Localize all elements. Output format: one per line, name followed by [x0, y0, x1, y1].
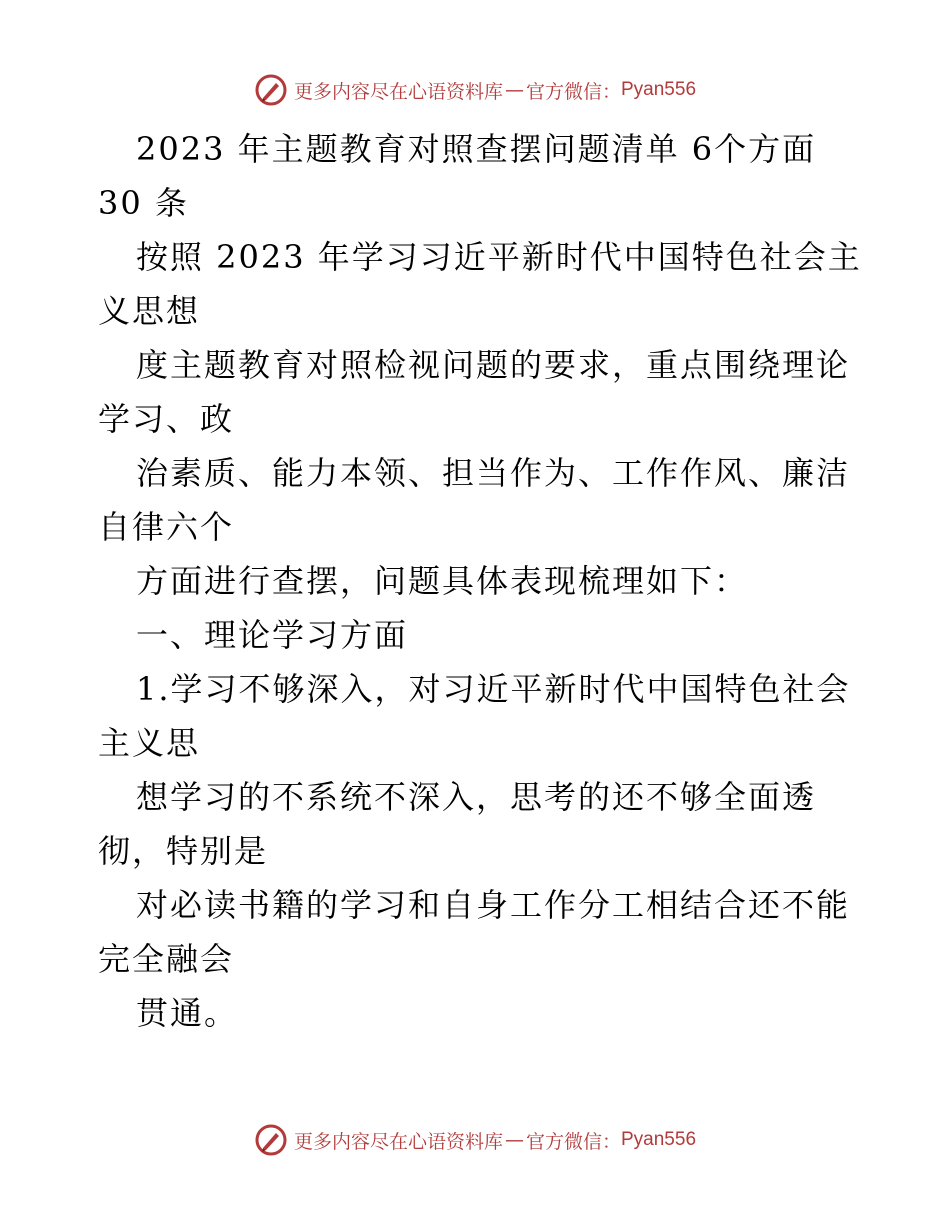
header-watermark: [0, 70, 950, 110]
watermark-separator: —: [504, 79, 524, 101]
doc-line: 1.学习不够深入，对习近平新时代中国特色社会: [136, 670, 851, 708]
watermark-wechat-label: 官方微信：: [525, 80, 621, 103]
doc-line: 彻，特别是: [98, 832, 269, 870]
watermark-wechat-label: 官方微信：: [525, 1130, 621, 1153]
watermark-wechat-id: Pyan556: [621, 1129, 697, 1150]
footer-watermark: [0, 1120, 950, 1160]
doc-line: 主义思: [98, 724, 201, 762]
watermark-text: 更多内容尽在心语资料库: [293, 1130, 503, 1153]
doc-line: 贯通。: [136, 994, 239, 1032]
doc-line: 2023 年主题教育对照查摆问题清单 6个方面: [136, 130, 817, 168]
doc-line: 治素质、能力本领、担当作为、工作作风、廉洁: [136, 454, 851, 492]
doc-line: 想学习的不系统不深入，思考的还不够全面透: [136, 778, 817, 816]
doc-line: 度主题教育对照检视问题的要求，重点围绕理论: [136, 346, 851, 384]
document-body: [98, 122, 862, 1040]
pen-logo-icon: [254, 73, 288, 107]
doc-line: 30 条: [98, 184, 189, 222]
doc-line: 义思想: [98, 292, 201, 330]
watermark-text: 更多内容尽在心语资料库: [293, 80, 503, 103]
doc-line: 对必读书籍的学习和自身工作分工相结合还不能: [136, 886, 851, 924]
doc-line: 方面进行查摆，问题具体表现梳理如下：: [136, 562, 749, 600]
doc-line: 完全融会: [98, 940, 235, 978]
pen-logo-icon: [254, 1123, 288, 1157]
doc-line: 按照 2023 年学习习近平新时代中国特色社会主: [136, 238, 862, 276]
watermark-wechat-id: Pyan556: [621, 79, 697, 100]
section-heading: 一、理论学习方面: [136, 616, 409, 654]
doc-line: 学习、政: [98, 400, 235, 438]
doc-line: 自律六个: [98, 508, 235, 546]
watermark-separator: —: [504, 1129, 524, 1151]
